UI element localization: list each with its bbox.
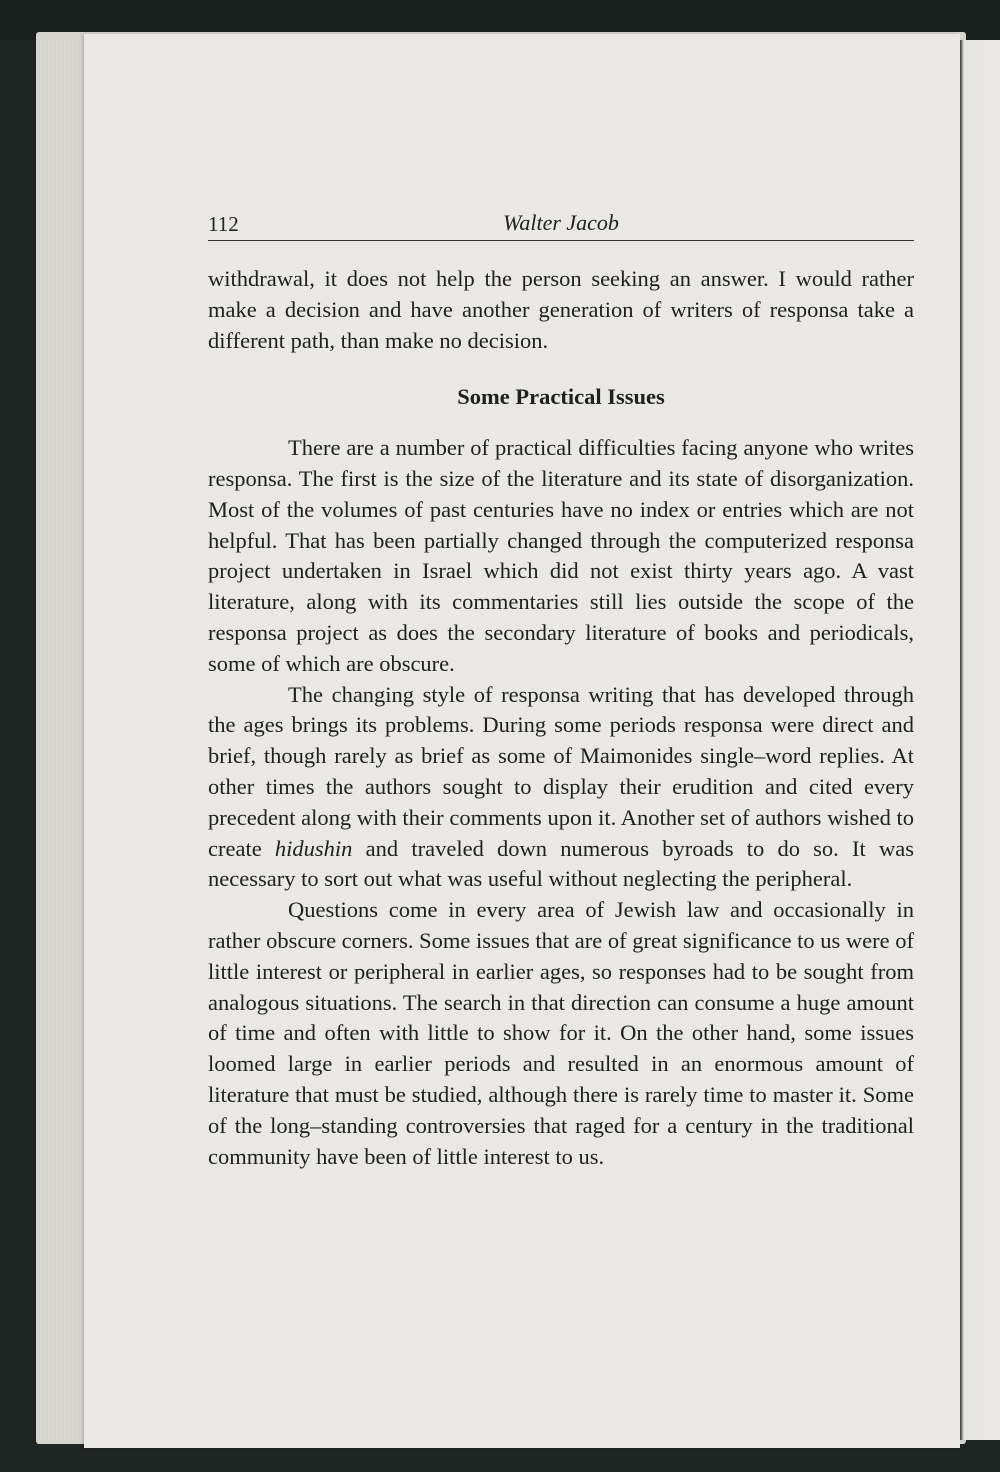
paragraph-text: and traveled down numerous byroads to do so. It was necessary to sort out what was useful without neglecting the peripheral. (208, 835, 914, 892)
paragraph (208, 680, 914, 896)
page-header (208, 210, 914, 241)
facing-page-edge (960, 40, 1000, 1440)
running-title: Walter Jacob (503, 210, 619, 235)
body-text (208, 264, 914, 1172)
page-edges (40, 40, 84, 1440)
paragraph-continued: withdrawal, it does not help the person seeking an answer. I would rather make a decision and have another generation of writers of responsa take a different path, than make no decision. (208, 266, 914, 353)
section-heading: Some Practical Issues (457, 384, 665, 410)
paragraph: Questions come in every area of Jewish law and occasionally in rather obscure corners. Some issues that are of great significance to us were of little interest or peripheral in earlier ages, so responses had to be sought from analogous situations. The search in that direction can consume a huge amount of time and often with little to show for it. On the other hand, some issues loomed large in earlier periods and resulted in an enormous amount of literature that must be studied, although there is rarely time to master it. Some of the long–standing controversies that raged for a century in the traditional community have been of little interest to us. (208, 897, 914, 1169)
page-number: 112 (208, 212, 239, 236)
italic-term: hidushin (274, 835, 353, 861)
paragraph: There are a number of practical difficulties facing anyone who writes responsa. The first is the size of the literature and its state of disorganization. Most of the volumes of past centuries have no index or entries which are not helpful. That has been partially changed through the computerized responsa project undertaken in Israel which did not exist thirty years ago. A vast literature, along with its commentaries still lies outside the scope of the responsa project as does the secondary literature of books and periodicals, some of which are obscure. (208, 435, 914, 676)
paragraph-text: The changing style of responsa writing that has developed through the ages brings its problems. During some periods responsa were direct and brief, though rarely as brief as some of Maimonides single–word replies. At other times the authors sought to display their erudition and cited every precedent along with their comments upon it. Another set of authors wished to create (208, 681, 914, 861)
